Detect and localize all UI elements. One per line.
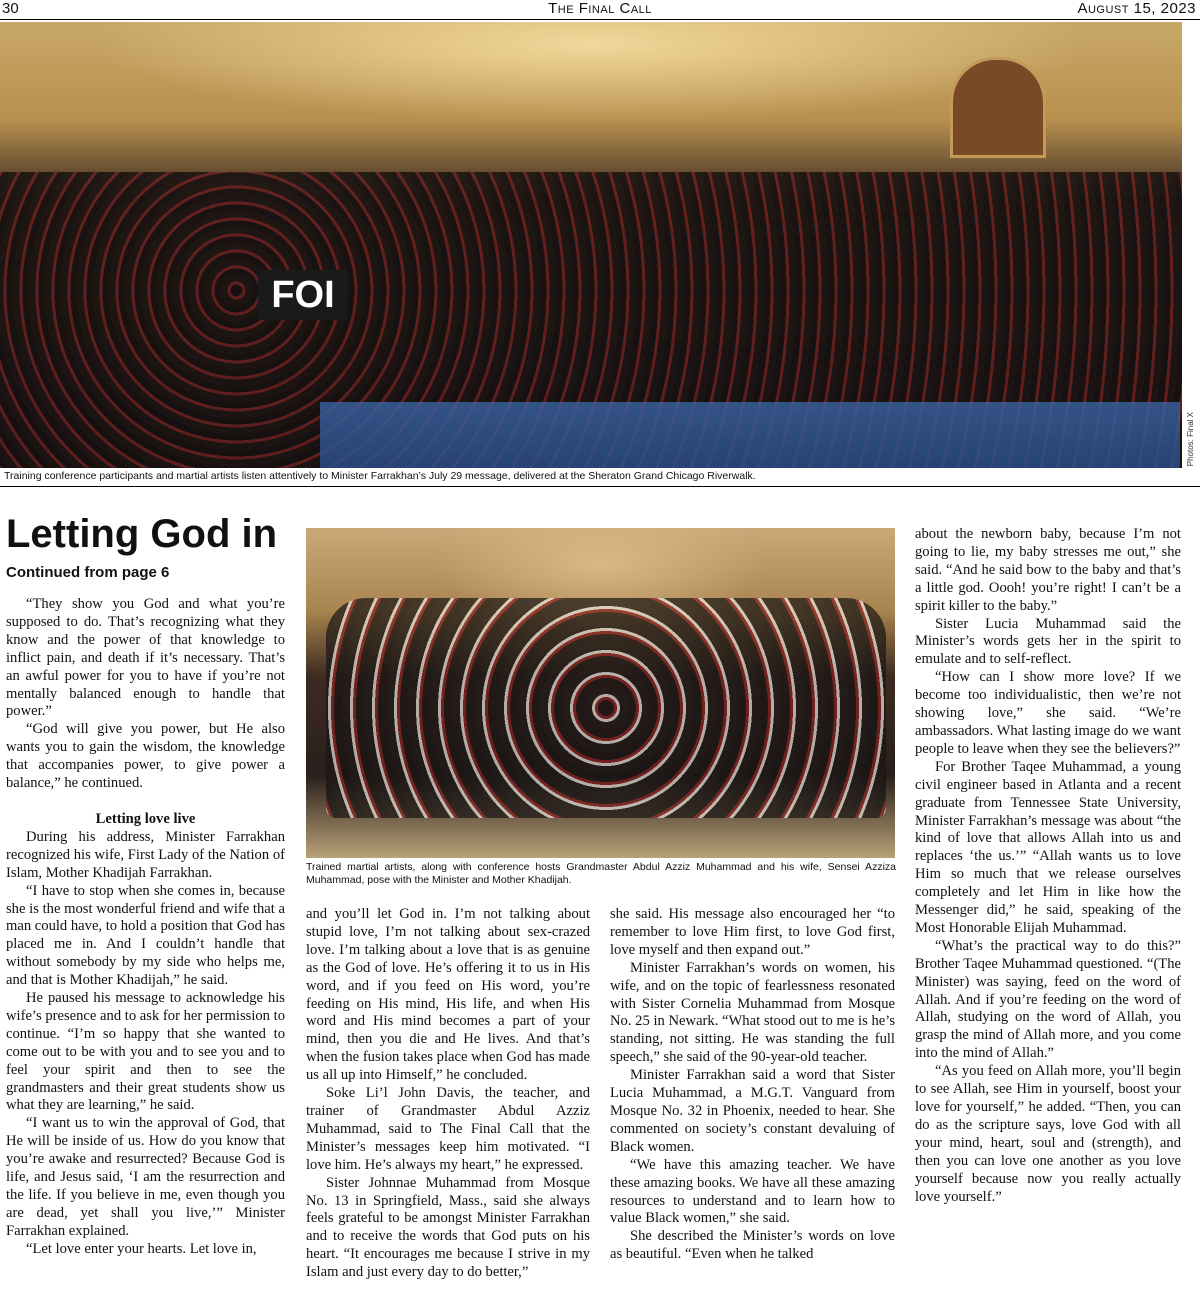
page-number: 30 xyxy=(2,0,19,17)
page-header xyxy=(0,0,1200,20)
paragraph: For Brother Taqee Muhammad, a young civil engineer based in Atlanta and a recent graduate from Tennessee State University, Minister Farrakhan’s message was about “the kind of love that allows Allah into us and replaces ‘the us.’” “Allah wants us to love Him so much that we release ourselves completely and let Him in like how the Messenger did,” he said, speaking of the Most Honorable Elijah Muhammad. xyxy=(915,758,1181,936)
paragraph: about the newborn baby, because I’m not going to lie, my baby stresses me out,” she said. “And he said bow to the baby and that’s a little god. Oooh! you’re right! I can’t be a spirit killer to the baby.” xyxy=(915,526,1181,614)
issue-date: August 15, 2023 xyxy=(1077,0,1196,17)
paragraph: “They show you God and what you’re supposed to do. That’s recognizing what they know and the power of that knowledge to inflict pain, and death if it’s necessary. That’s an awful power for you to have if you’re not mentally balanced enough to handle that power.” xyxy=(6,596,285,720)
paragraph: He paused his message to acknowledge his wife’s presence and to ask for her permission to continue. “I’m so happy that she wanted to come out to be with you and to see you and to feel your spirit and then to see the grandmasters and their great students show us what they are learning,” he said. xyxy=(6,990,285,1114)
floor-mat-image xyxy=(320,402,1180,468)
paragraph: Sister Lucia Muhammad said the Minister’s words gets her in the spirit to emulate and to self-reflect. xyxy=(915,615,1181,668)
paragraph: “I have to stop when she comes in, because she is the most wonderful friend and wife that a man could have, to hold a position that God has placed me in. And I couldn’t handle that without somebody by my side who helps me, and that is Mother Khadijah,” he said. xyxy=(6,882,285,989)
section-divider xyxy=(0,486,1200,487)
arched-window-image xyxy=(950,57,1046,158)
paragraph: Minister Farrakhan’s words on women, his wife, and on the topic of fearlessness resonated with Sister Cornelia Muhammad from Mosque No. 25 in Newark. “What stood out to me is he’s standing, not sitting. He was standing the full speech,” she said of the 90-year-old teacher. xyxy=(610,959,895,1066)
subheading: Letting love live xyxy=(95,810,196,827)
paragraph: She described the Minister’s words on love as beautiful. “Even when he talked xyxy=(610,1228,895,1263)
article-column-3 xyxy=(610,906,895,1264)
paragraph: “What’s the practical way to do this?” Brother Taqee Muhammad questioned. “(The Minister) was saying, feed on the word of Allah. And if you’re feeding on the word of Allah, studying on the word of Allah, you grasp the mind of Allah more, and you come into the mind of Allah.” xyxy=(915,937,1181,1062)
group-photo xyxy=(306,528,895,858)
group-people-image xyxy=(326,598,886,818)
main-photo xyxy=(0,22,1182,468)
photo-credit: Photos: Final X xyxy=(1186,412,1195,467)
paragraph: “How can I show more love? If we become too individualistic, then we’re not showing love,” she said. “We’re ambassadors. What lasting image do we want people to leave when they see the believers?” xyxy=(915,669,1182,757)
group-photo-caption: Trained martial artists, along with conference hosts Grandmaster Abdul Azziz Muhammad and his wife, Sensei Azziza Muhammad, pose with the Minister and Mother Khadijah. xyxy=(306,861,896,886)
paragraph: Minister Farrakhan said a word that Sister Lucia Muhammad, a M.G.T. Vanguard from Mosque No. 32 in Phoenix, needed to hear. She commented on society’s constant devaluing of Black women. xyxy=(610,1067,895,1155)
paragraph: “As you feed on Allah more, you’ll begin to see Allah, see Him in yourself, boost your love for yourself,” he added. “Then, you can do as the scripture says, love God with all your mind, heart, soul and (strength), and then you can love one another as you love yourself because now you really actually love yourself.” xyxy=(915,1063,1181,1205)
paragraph: Soke Li’l John Davis, the teacher, and trainer of Grandmaster Abdul Azziz Muhammad, said to The Final Call that the Minister’s messages keep him motivated. “I love him. He’s always my heart,” he expressed. xyxy=(306,1085,590,1173)
paragraph: and you’ll let God in. I’m not talking about stupid love, I’m not talking about sex-crazed love. I’m talking about a love that is as genuine as the God of love. He’s offering it to us in His word, and if you feed on His word, you’re feeding on His mind, His life, and when His word and His mind becomes a part of your mind, then you die and He lives. And that’s when the fusion takes place when God has made us all up into Himself,” he concluded. xyxy=(306,906,590,1084)
foi-jacket-text: FOI xyxy=(258,270,348,320)
publication-name: The Final Call xyxy=(548,0,652,17)
continued-note: Continued from page 6 xyxy=(6,564,170,581)
article-column-2 xyxy=(306,906,590,1282)
paragraph: “Let love enter your hearts. Let love in, xyxy=(26,1240,257,1257)
article-column-1 xyxy=(6,596,285,1259)
paragraph: Sister Johnnae Muhammad from Mosque No. 13 in Springfield, Mass., said she always feels grateful to be amongst Minister Farrakhan and to receive the words that God puts on his heart. “It encourages me because I strive in my Islam and just every day to do better,” xyxy=(306,1174,590,1281)
paragraph: “We have this amazing teacher. We have these amazing books. We have all these amazing resources to understand and to learn how to value Black women,” she said. xyxy=(610,1156,895,1227)
paragraph: she said. His message also encouraged her “to remember to love Him first, to love God first, love myself and then expand out.” xyxy=(610,906,895,958)
paragraph: “God will give you power, but He also wants you to gain the wisdom, the knowledge that accompanies power, to give power a balance,” he continued. xyxy=(6,721,285,792)
article-headline: Letting God in xyxy=(6,512,278,556)
paragraph: “I want us to win the approval of God, that He will be inside of us. How do you know that you’re awake and resurrected? Because God is life, and Jesus said, ‘I am the resurrection and the life. If you believe in me, even though you are dead, yet shall you live,’” Minister Farrakhan explained. xyxy=(6,1115,285,1239)
paragraph: During his address, Minister Farrakhan recognized his wife, First Lady of the Nation of Islam, Mother Khadijah Farrakhan. xyxy=(6,828,285,881)
article-column-4 xyxy=(915,526,1181,1206)
main-photo-caption: Training conference participants and martial artists listen attentively to Minister Farrakhan’s July 29 message, delivered at the Sheraton Grand Chicago Riverwalk. xyxy=(4,470,756,482)
